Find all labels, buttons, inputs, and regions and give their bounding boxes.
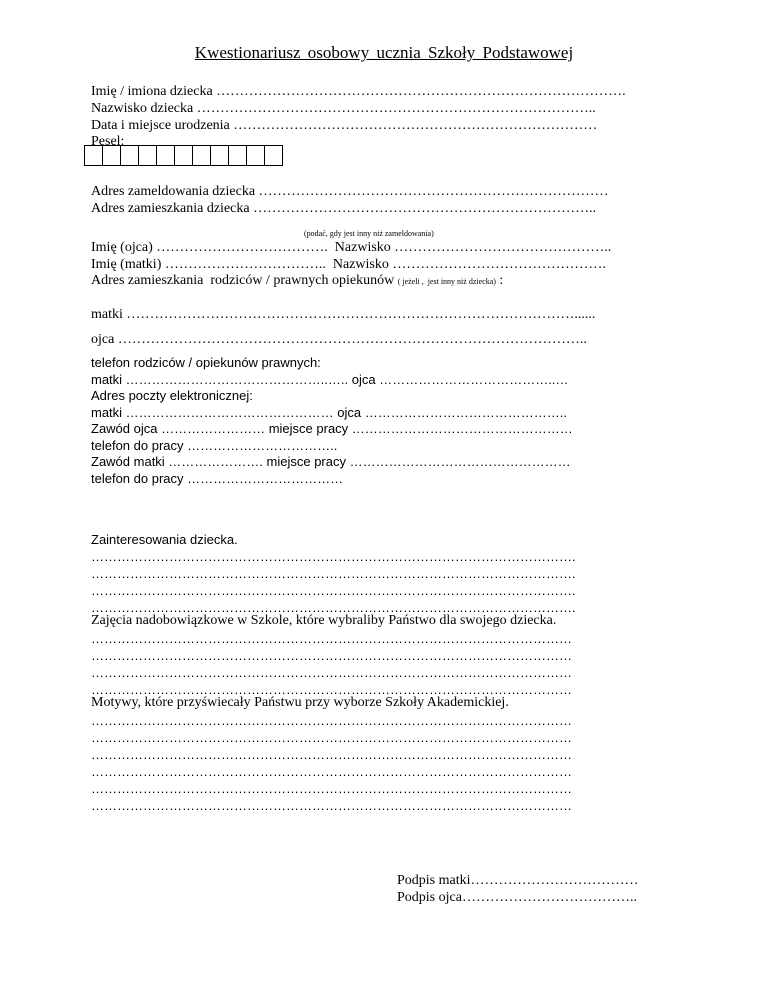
motives-label: Motywy, które przyświecały Państwu przy wyborze Szkoły Akademickiej. [91, 695, 509, 710]
parents-address-label: Adres zamieszkania rodziców / prawnych opiekunów [91, 273, 395, 288]
father-name-field[interactable]: Imię (ojca) ………………………………. Nazwisko ……………………………………….. [91, 240, 612, 255]
pesel-digit-cell[interactable] [211, 146, 229, 165]
parents-address-note: ( jeżeli , jest inny niż dziecka) [397, 277, 496, 286]
parents-address-colon: : [499, 273, 504, 288]
extra-classes-line[interactable]: ………………………………………………………………………………………………… [91, 631, 572, 646]
child-surname-field[interactable]: Nazwisko dziecka ………………………………………………………………………….. [91, 101, 596, 116]
mother-signature-field[interactable]: Podpis matki……………………………… [397, 873, 639, 888]
motives-line[interactable]: ………………………………………………………………………………………………… [91, 730, 572, 745]
motives-line[interactable]: ………………………………………………………………………………………………… [91, 764, 572, 779]
pesel-digit-cell[interactable] [85, 146, 103, 165]
pesel-label: Pesel: [91, 134, 125, 149]
birth-date-place-field[interactable]: Data i miejsce urodzenia …………………………………………………………………… [91, 118, 598, 133]
registered-address-field[interactable]: Adres zameldowania dziecka ………………………………………………………………… [91, 184, 609, 199]
mother-address-field[interactable]: matki ……………………………………………………………………………………...... [91, 307, 596, 322]
pesel-digit-cell[interactable] [193, 146, 211, 165]
residence-note: (podać, gdy jest inny niż zameldowania) [304, 229, 434, 238]
email-field[interactable]: matki ………………………………………… ojca ……………………………………….. [91, 405, 567, 420]
residence-address-field[interactable]: Adres zamieszkania dziecka ……………………………………………………………….. [91, 201, 597, 216]
motives-line[interactable]: ………………………………………………………………………………………………… [91, 747, 572, 762]
extra-classes-line[interactable]: ………………………………………………………………………………………………… [91, 648, 572, 663]
motives-line[interactable]: ………………………………………………………………………………………………… [91, 798, 572, 813]
pesel-digit-cell[interactable] [265, 146, 282, 165]
parents-address-heading [91, 272, 681, 290]
motives-line[interactable]: ………………………………………………………………………………………………… [91, 713, 572, 728]
pesel-digit-cell[interactable] [103, 146, 121, 165]
extra-classes-line[interactable]: ………………………………………………………………………………………………… [91, 665, 572, 680]
mother-work-phone-field[interactable]: telefon do pracy ……………………………… [91, 471, 344, 486]
email-label: Adres poczty elektronicznej: [91, 388, 253, 403]
interests-line[interactable]: …………………………………………………………………………………………………. [91, 566, 576, 581]
motives-line[interactable]: ………………………………………………………………………………………………… [91, 781, 572, 796]
pesel-digit-cell[interactable] [157, 146, 175, 165]
extra-classes-label: Zajęcia nadobowiązkowe w Szkole, które wybraliby Państwo dla swojego dziecka. [91, 613, 557, 628]
father-work-phone-field[interactable]: telefon do pracy …………………………….. [91, 438, 338, 453]
father-address-field[interactable]: ojca ……………………………………………………………………………………….. [91, 332, 587, 347]
page-title: Kwestionariusz osobowy ucznia Szkoły Podstawowej [194, 43, 574, 62]
pesel-digit-cell[interactable] [139, 146, 157, 165]
interests-line[interactable]: …………………………………………………………………………………………………. [91, 583, 576, 598]
pesel-input-grid[interactable] [84, 145, 283, 166]
pesel-digit-cell[interactable] [175, 146, 193, 165]
interests-line[interactable]: …………………………………………………………………………………………………. [91, 600, 576, 615]
child-names-field[interactable]: Imię / imiona dziecka ……………………………………………………………………………. [91, 84, 626, 99]
phone-field[interactable]: matki ………………………………………..….. ojca …………………………………..… [91, 372, 569, 387]
phone-label: telefon rodziców / opiekunów prawnych: [91, 355, 321, 370]
extra-classes-line[interactable]: ………………………………………………………………………………………………… [91, 682, 572, 697]
mother-name-field[interactable]: Imię (matki) …………………………….. Nazwisko ………………………………………. [91, 257, 606, 272]
interests-line[interactable]: …………………………………………………………………………………………………. [91, 549, 576, 564]
pesel-digit-cell[interactable] [229, 146, 247, 165]
mother-job-field[interactable]: Zawód matki …………………. miejsce pracy …………………………………………… [91, 454, 571, 469]
father-job-field[interactable]: Zawód ojca …………………… miejsce pracy …………………………………………… [91, 421, 573, 436]
pesel-digit-cell[interactable] [247, 146, 265, 165]
pesel-digit-cell[interactable] [121, 146, 139, 165]
father-signature-field[interactable]: Podpis ojca……………………………….. [397, 890, 637, 905]
interests-label: Zainteresowania dziecka. [91, 532, 238, 547]
